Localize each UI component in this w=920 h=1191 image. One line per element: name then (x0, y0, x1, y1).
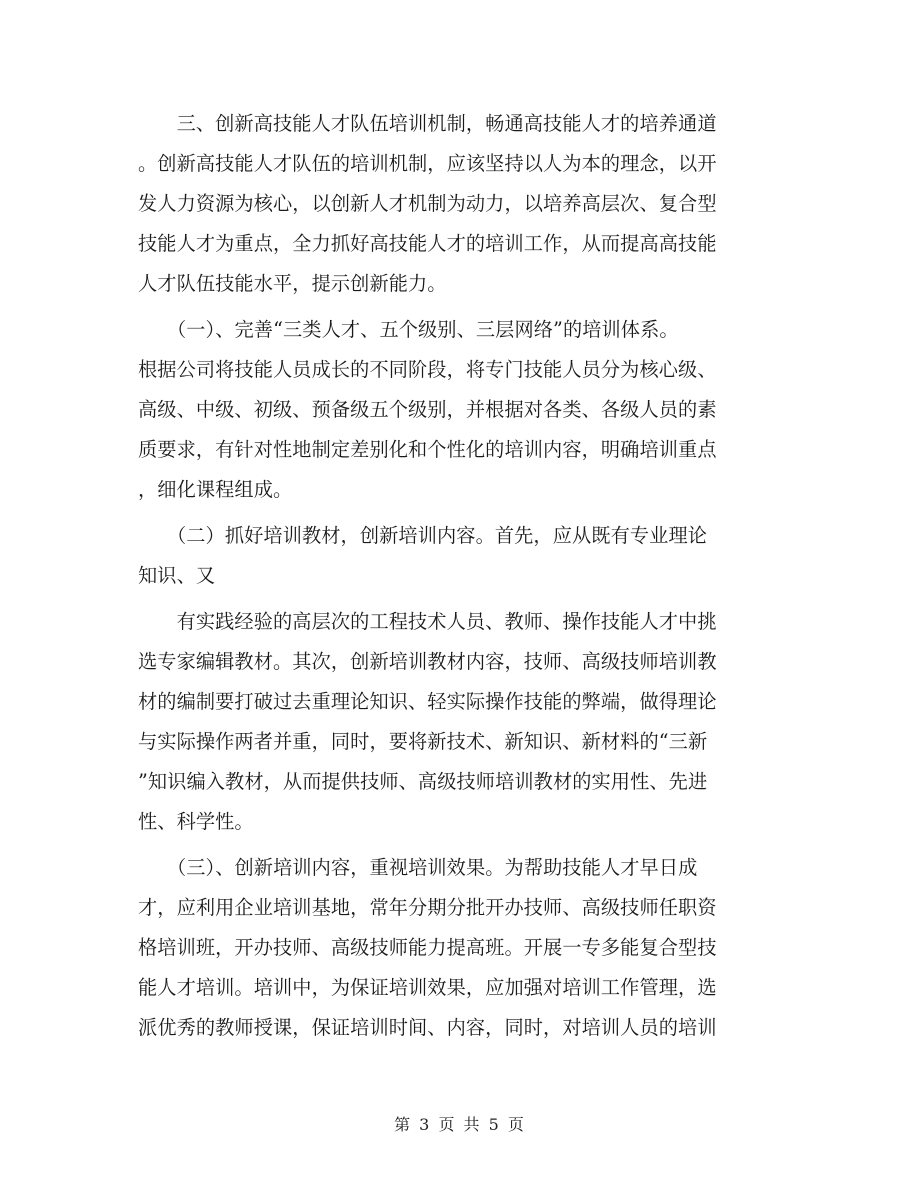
text-line: 选专家编辑教材。其次，创新培训教材内容，技师、高级技师培训教 (138, 650, 717, 673)
text-line: 材的编制要打破过去重理论知识、轻实际操作技能的弊端，做得理论 (138, 690, 717, 713)
text-line: 与实际操作两者并重，同时，要将新技术、新知识、新材料的“三新 (138, 730, 708, 753)
text-line: 技能人才为重点，全力抓好高技能人才的培训工作，从而提高高技能 (138, 232, 717, 255)
text-line: （一）、完善“三类人才、五个级别、三层网络”的培训体系。 (138, 318, 679, 341)
text-line: 才，应利用企业培训基地，常年分期分批开办技师、高级技师任职资 (138, 896, 717, 919)
text-line: 性、科学性。 (138, 810, 254, 833)
text-line: ，细化课程组成。 (138, 478, 293, 501)
paragraph-item-one (138, 310, 778, 510)
text-line: 三、创新高技能人才队伍培训机制，畅通高技能人才的培养通道 (138, 112, 717, 135)
text-line: ”知识编入教材，从而提供技师、高级技师培训教材的实用性、先进 (138, 770, 708, 793)
text-line: 派优秀的教师授课，保证培训时间、内容，同时，对培训人员的培训 (138, 1016, 717, 1039)
text-line: 质要求，有针对性地制定差别化和个性化的培训内容，明确培训重点 (138, 438, 717, 461)
paragraph-section-three (138, 104, 778, 304)
text-line: 格培训班，开办技师、高级技师能力提高班。开展一专多能复合型技 (138, 936, 717, 959)
text-line: 有实践经验的高层次的工程技术人员、教师、操作技能人才中挑 (138, 610, 717, 633)
paragraph-item-three (138, 848, 778, 1048)
text-line: 知识、又 (138, 564, 216, 587)
text-line: 发人力资源为核心，以创新人才机制为动力，以培养高层次、复合型 (138, 192, 717, 215)
text-line: 能人才培训。培训中，为保证培训效果，应加强对培训工作管理，选 (138, 976, 717, 999)
paragraph-item-two-continued (138, 602, 778, 842)
text-line: 高级、中级、初级、预备级五个级别，并根据对各类、各级人员的素 (138, 398, 717, 421)
text-line: （三）、创新培训内容，重视培训效果。为帮助技能人才早日成 (138, 856, 698, 879)
page-number-footer: 第 3 页 共 5 页 (394, 1115, 526, 1134)
text-line: 根据公司将技能人员成长的不同阶段，将专门技能人员分为核心级、 (138, 358, 717, 381)
paragraph-item-two (138, 516, 778, 596)
document-body (138, 104, 778, 1054)
text-line: 人才队伍技能水平，提示创新能力。 (138, 272, 447, 295)
text-line: （二）抓好培训教材，创新培训内容。首先，应从既有专业理论 (138, 524, 708, 547)
text-line: 。创新高技能人才队伍的培训机制，应该坚持以人为本的理念，以开 (138, 152, 717, 175)
